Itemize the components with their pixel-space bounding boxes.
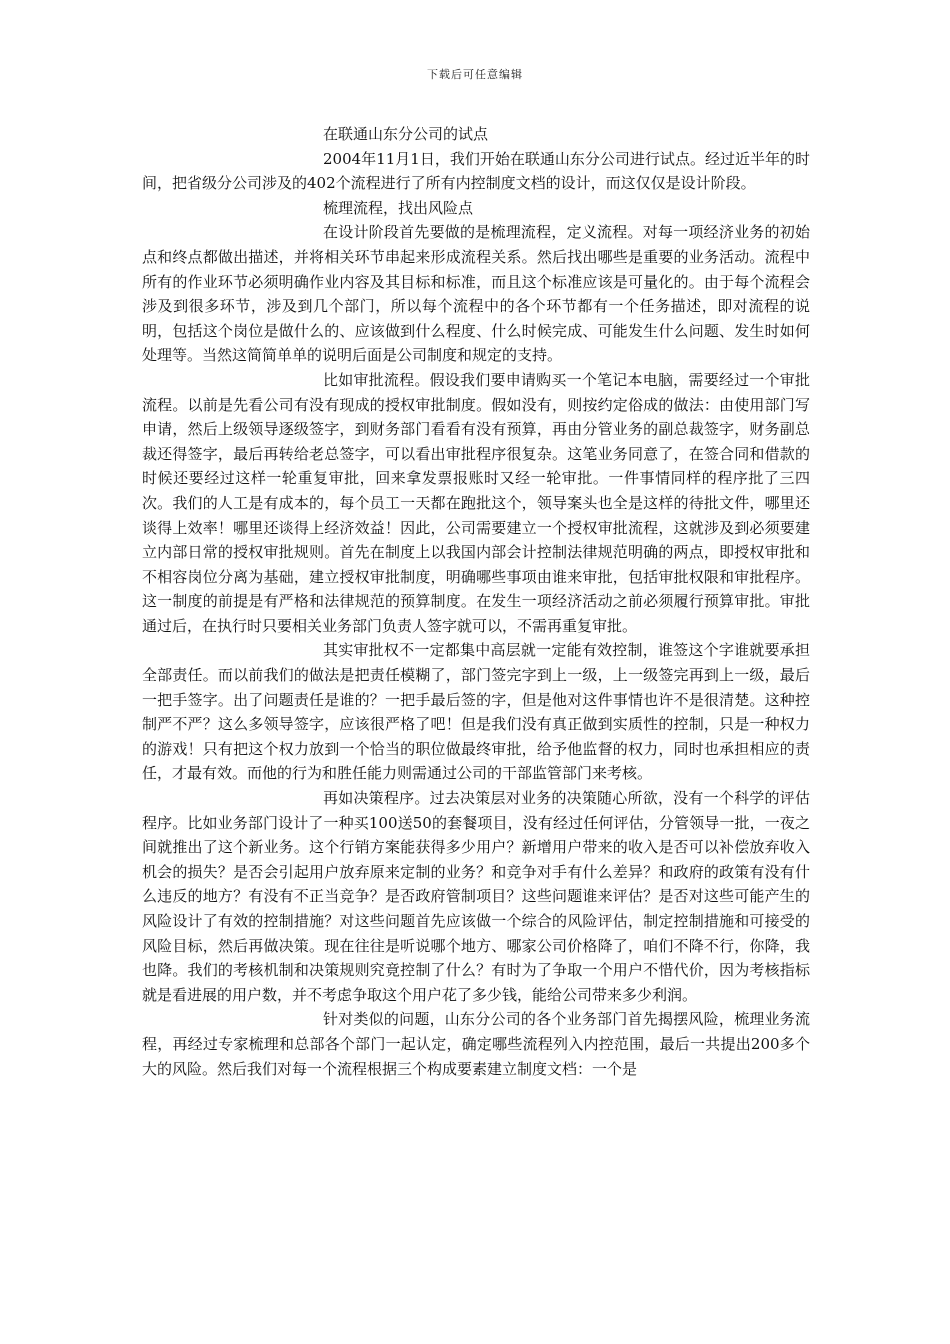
body-paragraph: 在设计阶段首先要做的是梳理流程，定义流程。对每一项经济业务的初始点和终点都做出描述，并将相关环节串起来形成流程关系。然后找出哪些是重要的业务活动。流程中所有的作业环节必须明确作业内容及其目标和标准，而且这个标准应该是可量化的。由于每个流程会涉及到很多环节，涉及到几个部门，所以每个流程中的各个环节都有一个任务描述，即对流程的说明，包括这个岗位是做什么的、应该做到什么程度、什么时候完成、可能发生什么问题、发生时如何处理等。当然这简简单单的说明后面是公司制度和规定的支持。 bbox=[142, 223, 810, 365]
section-heading: 梳理流程，找出风险点 bbox=[323, 198, 474, 217]
document-body bbox=[142, 122, 810, 1081]
intro-paragraph: 2004年11月1日，我们开始在联通山东分公司进行试点。经过近半年的时间，把省级分公司涉及的402个流程进行了所有内控制度文档的设计，而这仅仅是设计阶段。 bbox=[142, 149, 810, 193]
body-paragraph: 比如审批流程。假设我们要申请购买一个笔记本电脑，需要经过一个审批流程。以前是先看公司有没有现成的授权审批制度。假如没有，则按约定俗成的做法：由使用部门写申请，然后上级领导逐级签字，到财务部门看看有没有预算，再由分管业务的副总裁签字，财务副总裁还得签字，最后再转给老总签字，可以看出审批程序很复杂。这笔业务同意了，在签合同和借款的时候还要经过这样一轮重复审批，回来拿发票报账时又经一轮审批。一件事情同样的程序批了三四次。我们的人工是有成本的，每个员工一天都在跑批这个，领导案头也全是这样的待批文件，哪里还谈得上效率！哪里还谈得上经济效益！因此，公司需要建立一个授权审批流程，这就涉及到必须要建立内部日常的授权审批规则。首先在制度上以我国内部会计控制法律规范明确的两点，即授权审批和不相容岗位分离为基础，建立授权审批制度，明确哪些事项由谁来审批，包括审批权限和审批程序。这一制度的前提是有严格和法律规范的预算制度。在发生一项经济活动之前必须履行预算审批。审批通过后，在执行时只要相关业务部门负责人签字就可以，不需再重复审批。 bbox=[142, 370, 810, 635]
body-paragraph: 再如决策程序。过去决策层对业务的决策随心所欲，没有一个科学的评估程序。比如业务部门设计了一种买100送50的套餐项目，没有经过任何评估，分管领导一批，一夜之间就推出了这个新业务。这个行销方案能获得多少用户？新增用户带来的收入是否可以补偿放弃收入机会的损失？是否会引起用户放弃原来定制的业务？和竞争对手有什么差异？和政府的政策有没有什么违反的地方？有没有不正当竞争？是否政府管制项目？这些问题谁来评估？是否对这些可能产生的风险设计了有效的控制措施？对这些问题首先应该做一个综合的风险评估，制定控制措施和可接受的风险目标，然后再做决策。现在往往是听说哪个地方、哪家公司价格降了，咱们不降不行，你降，我也降。我们的考核机制和决策规则究竟控制了什么？有时为了争取一个用户不惜代价，因为考核指标就是看进展的用户数，并不考虑争取这个用户花了多少钱，能给公司带来多少利润。 bbox=[142, 789, 810, 1004]
document-title: 在联通山东分公司的试点 bbox=[323, 125, 489, 143]
body-paragraph: 其实审批权不一定都集中高层就一定能有效控制，谁签这个字谁就要承担全部责任。而以前我们的做法是把责任模糊了，部门签完字到上一级，上一级签完再到上一级，最后一把手签字。出了问题责任是谁的？一把手最后签的字，但是他对这件事情也许不是很清楚。这种控制严不严？这么多领导签字，应该很严格了吧！但是我们没有真正做到实质性的控制，只是一种权力的游戏！只有把这个权力放到一个恰当的职位做最终审批，给予他监督的权力，同时也承担相应的责任，才最有效。而他的行为和胜任能力则需通过公司的干部监管部门来考核。 bbox=[142, 641, 810, 783]
body-paragraph: 针对类似的问题，山东分公司的各个业务部门首先揭摆风险，梳理业务流程，再经过专家梳理和总部各个部门一起认定，确定哪些流程列入内控范围，最后一共提出200多个大的风险。然后我们对每一个流程根据三个构成要素建立制度文档：一个是 bbox=[142, 1010, 810, 1078]
header-note: 下载后可任意编辑 bbox=[427, 68, 523, 81]
